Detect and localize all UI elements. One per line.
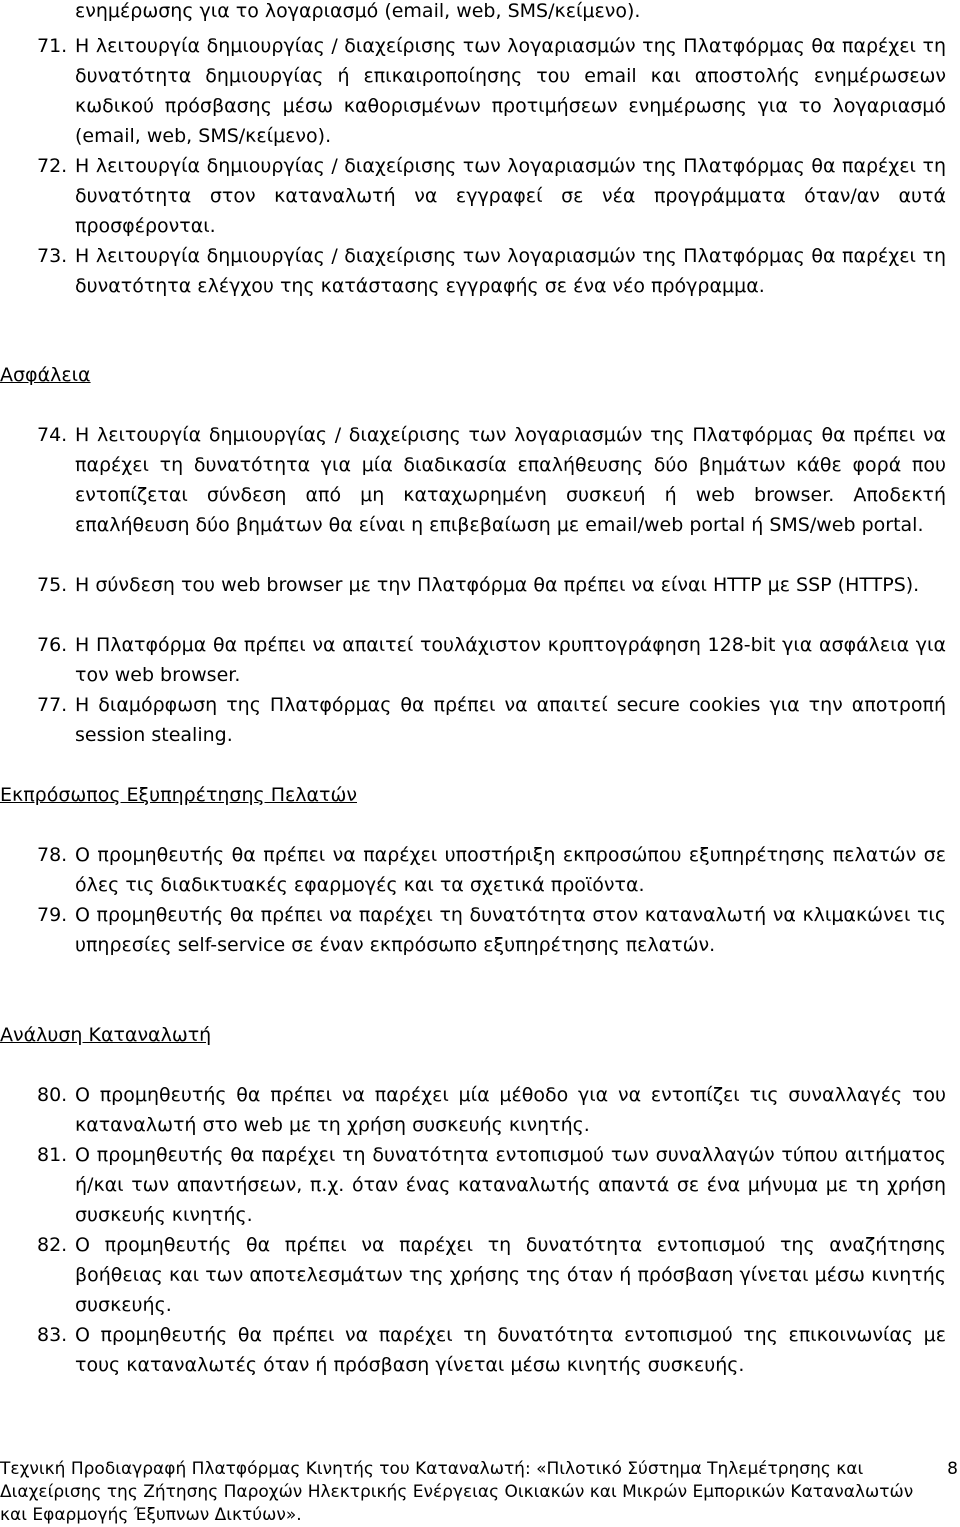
item-number: 75. [37,574,68,596]
item-number: 78. [37,844,68,866]
list-item [0,31,946,151]
item-text: Ο προμηθευτής θα πρέπει να παρέχει υποστήριξη εκπροσώπου εξυπηρέτησης πελατών σε όλες τις διαδικτυακές εφαρμογές και τα σχετικά προϊόντα. [75,844,946,896]
item-number: 82. [37,1234,68,1256]
item-text: Η διαμόρφωση της Πλατφόρμας θα πρέπει να απαιτεί secure cookies για την αποτροπή session stealing. [75,694,946,746]
item-number: 76. [37,634,68,656]
item-text: Η σύνδεση του web browser με την Πλατφόρμα θα πρέπει να είναι HTTP με SSP (HTTPS). [75,574,920,596]
item-number: 74. [37,424,68,446]
item-number: 79. [37,904,68,926]
list-item [0,151,946,241]
item-number: 71. [37,35,68,57]
list-item [0,1140,946,1230]
section-heading-consumer-analysis: Ανάλυση Καταναλωτή [0,1024,212,1046]
list-item [0,241,946,301]
item-number: 77. [37,694,68,716]
list-item [0,690,946,750]
item-number: 80. [37,1084,68,1106]
item-text: Η λειτουργία δημιουργίας / διαχείρισης των λογαριασμών της Πλατφόρμας θα παρέχει τη δυνατότητα ελέγχου της κατάστασης εγγραφής σε ένα νέο πρόγραμμα. [75,245,946,297]
item-text: Ο προμηθευτής θα πρέπει να παρέχει μία μέθοδο για να εντοπίζει τις συναλλαγές του καταναλωτή στο web με τη χρήση συσκευής κινητής. [75,1084,946,1136]
list-item [0,630,946,690]
item-number: 81. [37,1144,68,1166]
list-item [0,1320,946,1380]
page-footer: Τεχνική Προδιαγραφή Πλατφόρμας Κινητής του Καταναλωτή: «Πιλοτικό Σύστημα Τηλεμέτρησης και Διαχείρισης της Ζήτησης Παροχών Ηλεκτρικής Ενέργειας Οικιακών και Μικρών Εμπορικών Καταναλωτών και Εφαρμογής Έξυπνων Δικτύων». [0,1459,914,1525]
item-number: 83. [37,1324,68,1346]
list-item [0,1080,946,1140]
item-number: 72. [37,155,68,177]
section-heading-security: Ασφάλεια [0,364,91,386]
item-text: Η λειτουργία δημιουργίας / διαχείρισης των λογαριασμών της Πλατφόρμας θα παρέχει τη δυνατότητα στον καταναλωτή να εγγραφεί σε νέα προγράμματα όταν/αν αυτά προσφέρονται. [75,155,946,237]
page-number: 8 [947,1459,958,1479]
section-heading-customer-service: Εκπρόσωπος Εξυπηρέτησης Πελατών [0,784,357,806]
list-item [0,420,946,540]
item-text: Ο προμηθευτής θα πρέπει να παρέχει τη δυνατότητα στον καταναλωτή να κλιμακώνει τις υπηρεσίες self-service σε έναν εκπρόσωπο εξυπηρέτησης πελατών. [75,904,946,956]
item-text: Η λειτουργία δημιουργίας / διαχείρισης των λογαριασμών της Πλατφόρμας θα παρέχει τη δυνατότητα δημιουργίας ή επικαιροποίησης του email και αποστολής ενημέρωσεων κωδικού πρόσβασης μέσω καθορισμένων προτιμήσεων ενημέρωσης για το λογαριασμό (email, web, SMS/κείμενο). [75,35,946,147]
list-item [0,570,946,600]
item-text: Ο προμηθευτής θα παρέχει τη δυνατότητα εντοπισμού των συναλλαγών τύπου αιτήματος ή/και των απαντήσεων, π.χ. όταν ένας καταναλωτής απαντά σε ένα μήνυμα με τη χρήση συσκευής κινητής. [75,1144,946,1226]
item-text: Η λειτουργία δημιουργίας / διαχείρισης των λογαριασμών της Πλατφόρμας θα πρέπει να παρέχει τη δυνατότητα για μία διαδικασία επαλήθευσης δύο βημάτων κάθε φορά που εντοπίζεται σύνδεση από μη καταχωρημένη συσκευή ή web browser. Αποδεκτή επαλήθευση δύο βημάτων θα είναι η επιβεβαίωση με email/web portal ή SMS/web portal. [75,424,946,536]
list-item [0,840,946,900]
item-text: Η Πλατφόρμα θα πρέπει να απαιτεί τουλάχιστον κρυπτογράφηση 128-bit για ασφάλεια για τον web browser. [75,634,946,686]
list-item [0,1230,946,1320]
item-text: Ο προμηθευτής θα πρέπει να παρέχει τη δυνατότητα εντοπισμού της αναζήτησης βοήθειας και των αποτελεσμάτων της χρήσης της όταν ή πρόσβαση γίνεται μέσω κινητής συσκευής. [75,1234,946,1316]
continued-text: ενημέρωσης για το λογαριασμό (email, web, SMS/κείμενο). [75,0,641,22]
list-item [0,900,946,960]
item-number: 73. [37,245,68,267]
item-text: Ο προμηθευτής θα πρέπει να παρέχει τη δυνατότητα εντοπισμού της επικοινωνίας με τους καταναλωτές όταν ή πρόσβαση γίνεται μέσω κινητής συσκευής. [75,1324,946,1376]
